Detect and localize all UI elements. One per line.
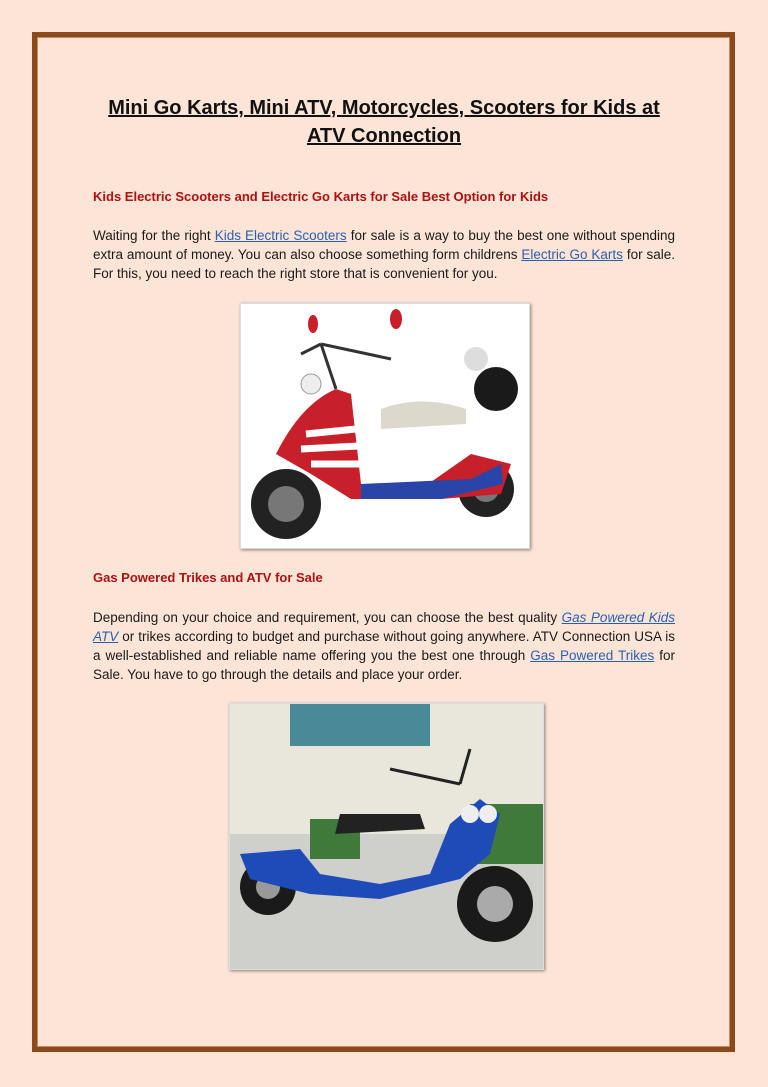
page-title: Mini Go Karts, Mini ATV, Motorcycles, Scooters for Kids at ATV Connection: [108, 97, 660, 147]
text: Depending on your choice and requirement, you can choose the best quality: [93, 610, 562, 625]
scooter-image: [240, 303, 530, 549]
text: for sale is a way to buy the best one without spending extra amount of money. You can also choose something form childrens: [93, 228, 675, 262]
link-gas-powered-kids-atv[interactable]: Gas Powered Kids ATV: [93, 610, 675, 644]
link-gas-powered-trikes[interactable]: Gas Powered Trikes: [530, 648, 655, 663]
link-electric-go-karts[interactable]: Electric Go Karts: [521, 247, 623, 262]
text: or trikes according to budget and purchase without going anywhere. ATV Connection USA is a well-established and reliable name offering you the best one through: [93, 629, 675, 663]
text: Waiting for the right: [93, 228, 215, 243]
text: for Sale. You have to go through the details and place your order.: [93, 648, 675, 682]
trike-image: [229, 703, 544, 970]
text: for sale. For this, you need to reach the right store that is convenient for you.: [93, 247, 676, 281]
section-heading-electric-scooters: Kids Electric Scooters and Electric Go Karts for Sale Best Option for Kids: [93, 189, 549, 204]
paragraph-electric-scooters: [93, 226, 675, 283]
link-kids-electric-scooters[interactable]: Kids Electric Scooters: [214, 228, 347, 243]
paragraph-gas-trikes: [93, 608, 675, 684]
section-heading-gas-trikes: Gas Powered Trikes and ATV for Sale: [93, 570, 323, 585]
